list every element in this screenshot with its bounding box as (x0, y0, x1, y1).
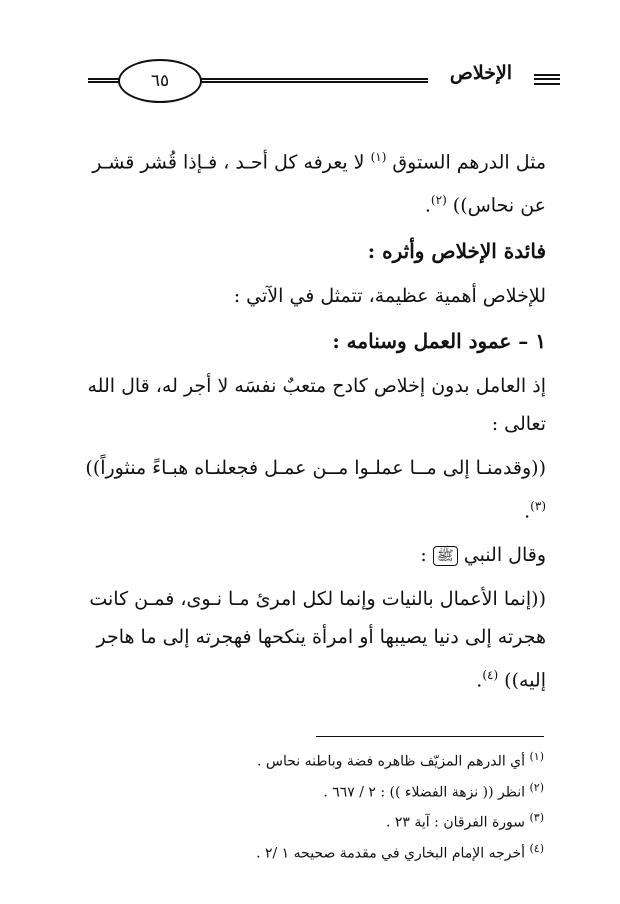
footnote-ref-3: (٣) (530, 498, 546, 513)
footnote-4: $^{(٤)}$ أخرجه الإمام البخاري في مقدمة صحيحه ١ /٢ . (256, 841, 544, 862)
footnote-divider (316, 736, 544, 737)
header-rule-right (534, 74, 560, 85)
section-heading-pillar: ١ – عمود العمل وسنامه : (332, 328, 546, 353)
salawat-icon: ﷺ (433, 546, 458, 566)
paragraph-dirham: مثل الدرهم الستوق $^{(١)}$ لا يعرفه كل أحـد ، فـإذا قُشر قشـر عن نحاس)) $^{(٢)}$. (92, 150, 546, 217)
footnote-2: $^{(٢)}$ انظر (( نزهة الفضلاء )) : ٢ / ٦٦٧ . (323, 780, 544, 801)
footnote-ref-2: (٢) (430, 193, 447, 208)
quran-quote: ((وقدمنـا إلى مــا عملـوا مــن عمـل فجعلنـاه هبـاءً منثوراً))$^{(٣)}$. (85, 456, 546, 522)
page-number: ٦٥ (118, 59, 202, 103)
section-heading-benefit: فائدة الإخلاص وأثره : (367, 238, 546, 263)
footnote-ref-1: (١) (370, 150, 387, 164)
paragraph-importance: للإخلاص أهمية عظيمة، تتمثل في الآتي : (233, 284, 546, 307)
footnote-1: $^{(١)}$ أي الدرهم المزيّف ظاهره فضة وباطنه نحاس . (256, 750, 544, 770)
paragraph-worker: إذ العامل بدون إخلاص كادح متعبٌ نفسَه لا أجر له، قال الله تعالى : (87, 374, 546, 435)
footnote-ref-4: (٤) (482, 667, 499, 682)
paragraph-prophet-said: وقال النبي ﷺ : (420, 543, 546, 566)
footnote-3: $^{(٣)}$ سورة الفرقان : آية ٢٣ . (386, 811, 544, 831)
footnotes (150, 744, 544, 867)
hadith-quote: ((إنما الأعمال بالنيات وإنما لكل امرئ مـا نـوى، فمـن كانت هجرته إلى دنيا يصيبها أو امرأة ينكحها فهجرته إلى ما هاجر إليه)) $^{(٤)}$. (89, 587, 546, 692)
page-body (68, 138, 546, 699)
running-title: الإخلاص (449, 62, 513, 84)
page-header (0, 0, 620, 130)
